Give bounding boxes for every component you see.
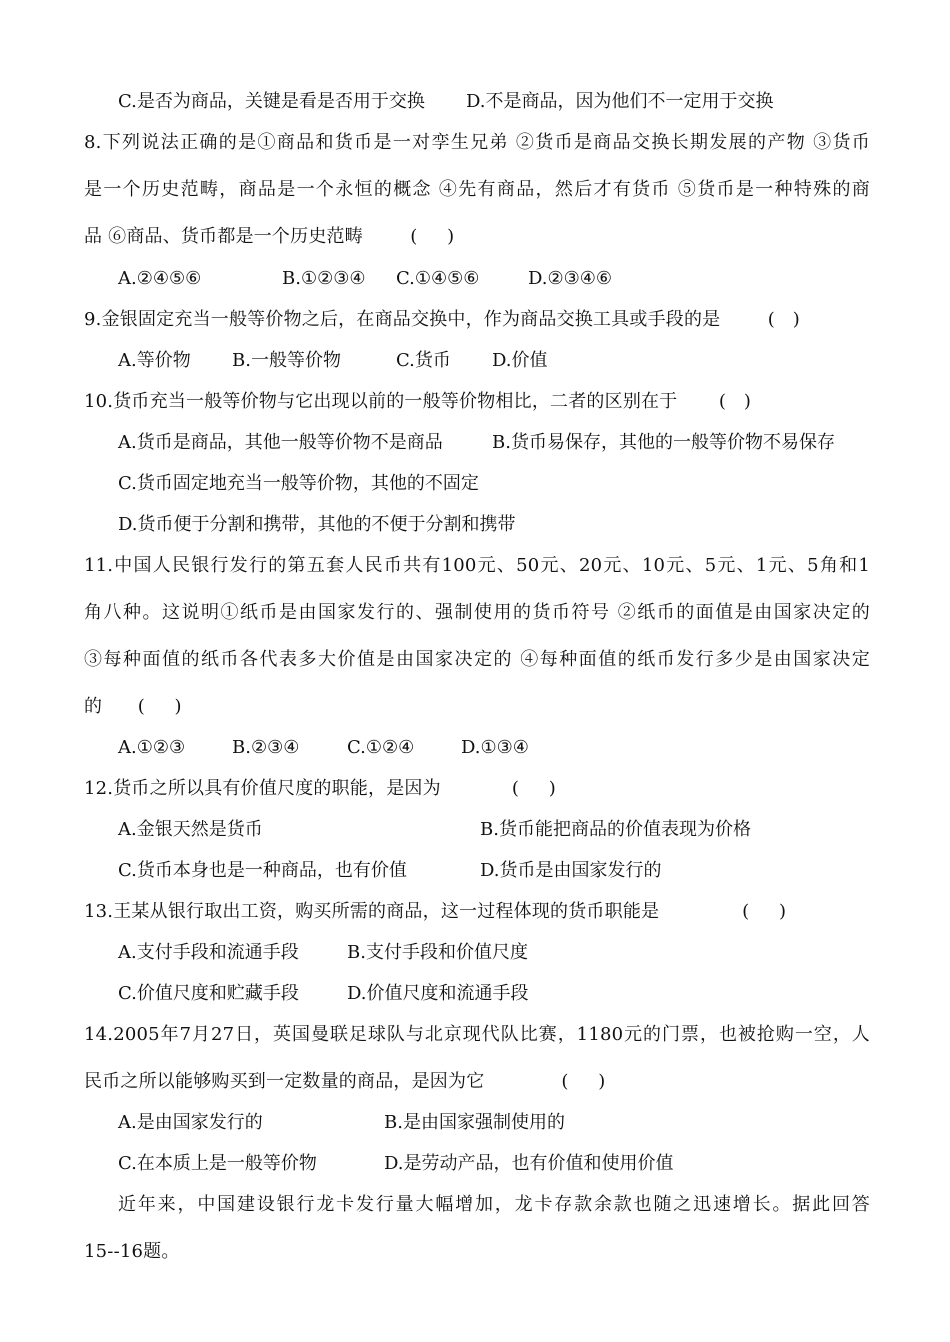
q11-stem-line-1: 11.中国人民银行发行的第五套人民币共有100元、50元、20元、10元、5元、1元、5角和1	[84, 555, 870, 576]
q13-option-d: D.价值尺度和流通手段	[347, 983, 529, 1004]
q11-option-d: D.①③④	[461, 737, 529, 758]
q10-option-a: A.货币是商品，其他一般等价物不是商品	[118, 432, 443, 453]
q12-option-a: A.金银天然是货币	[118, 819, 263, 840]
q8-option-d: D.②③④⑥	[528, 268, 613, 289]
q11-stem-line-4: 的 ( )	[84, 696, 182, 717]
q11-option-b: B.②③④	[232, 737, 300, 758]
q11-stem-line-2: 角八种。这说明①纸币是由国家发行的、强制使用的货币符号 ②纸币的面值是由国家决定的	[84, 602, 870, 623]
q9-option-d: D.价值	[492, 350, 548, 371]
q7-option-c: C.是否为商品，关键是看是否用于交换	[118, 91, 425, 112]
q14-option-b: B.是由国家强制使用的	[384, 1112, 565, 1133]
q13-option-c: C.价值尺度和贮藏手段	[118, 983, 299, 1004]
q11-option-a: A.①②③	[118, 737, 186, 758]
q8-option-a: A.②④⑤⑥	[118, 268, 202, 289]
q8-stem-line-3: 品 ⑥商品、货币都是一个历史范畴 ( )	[84, 226, 455, 247]
q8-option-b: B.①②③④	[282, 268, 366, 289]
q8-stem-line-1: 8.下列说法正确的是①商品和货币是一对孪生兄弟 ②货币是商品交换长期发展的产物 ③货币	[84, 132, 870, 153]
q14-stem-line-2: 民币之所以能够购买到一定数量的商品，是因为它 ( )	[84, 1071, 606, 1092]
q12-option-d: D.货币是由国家发行的	[480, 860, 662, 881]
q12-stem: 12.货币之所以具有价值尺度的职能，是因为 ( )	[84, 778, 556, 799]
passage-line-2: 15--16题。	[84, 1241, 180, 1262]
q10-option-d: D.货币便于分割和携带，其他的不便于分割和携带	[118, 514, 516, 535]
q11-stem-line-3: ③每种面值的纸币各代表多大价值是由国家决定的 ④每种面值的纸币发行多少是由国家决定	[84, 649, 870, 670]
q12-option-b: B.货币能把商品的价值表现为价格	[480, 819, 751, 840]
q13-option-b: B.支付手段和价值尺度	[347, 942, 528, 963]
q10-option-b: B.货币易保存，其他的一般等价物不易保存	[492, 432, 835, 453]
q14-option-d: D.是劳动产品，也有价值和使用价值	[384, 1153, 674, 1174]
q9-stem: 9.金银固定充当一般等价物之后，在商品交换中，作为商品交换工具或手段的是 ( )	[84, 309, 800, 330]
q8-option-c: C.①④⑤⑥	[396, 268, 480, 289]
q13-stem: 13.王某从银行取出工资，购买所需的商品，这一过程体现的货币职能是 ( )	[84, 901, 787, 922]
q13-option-a: A.支付手段和流通手段	[118, 942, 299, 963]
q9-option-b: B.一般等价物	[232, 350, 341, 371]
q11-option-c: C.①②④	[347, 737, 415, 758]
q9-option-c: C.货币	[396, 350, 451, 371]
passage-line-1: 近年来，中国建设银行龙卡发行量大幅增加，龙卡存款余款也随之迅速增长。据此回答	[118, 1194, 870, 1215]
q12-option-c: C.货币本身也是一种商品，也有价值	[118, 860, 407, 881]
q9-option-a: A.等价物	[118, 350, 191, 371]
q8-stem-line-2: 是一个历史范畴，商品是一个永恒的概念 ④先有商品，然后才有货币 ⑤货币是一种特殊的商	[84, 179, 870, 200]
q14-stem-line-1: 14.2005年7月27日，英国曼联足球队与北京现代队比赛，1180元的门票，也被抢购一空，人	[84, 1024, 870, 1045]
q14-option-c: C.在本质上是一般等价物	[118, 1153, 317, 1174]
q10-option-c: C.货币固定地充当一般等价物，其他的不固定	[118, 473, 479, 494]
q10-stem: 10.货币充当一般等价物与它出现以前的一般等价物相比，二者的区别在于 ( )	[84, 391, 752, 412]
q14-option-a: A.是由国家发行的	[118, 1112, 263, 1133]
q7-option-d: D.不是商品，因为他们不一定用于交换	[466, 91, 774, 112]
